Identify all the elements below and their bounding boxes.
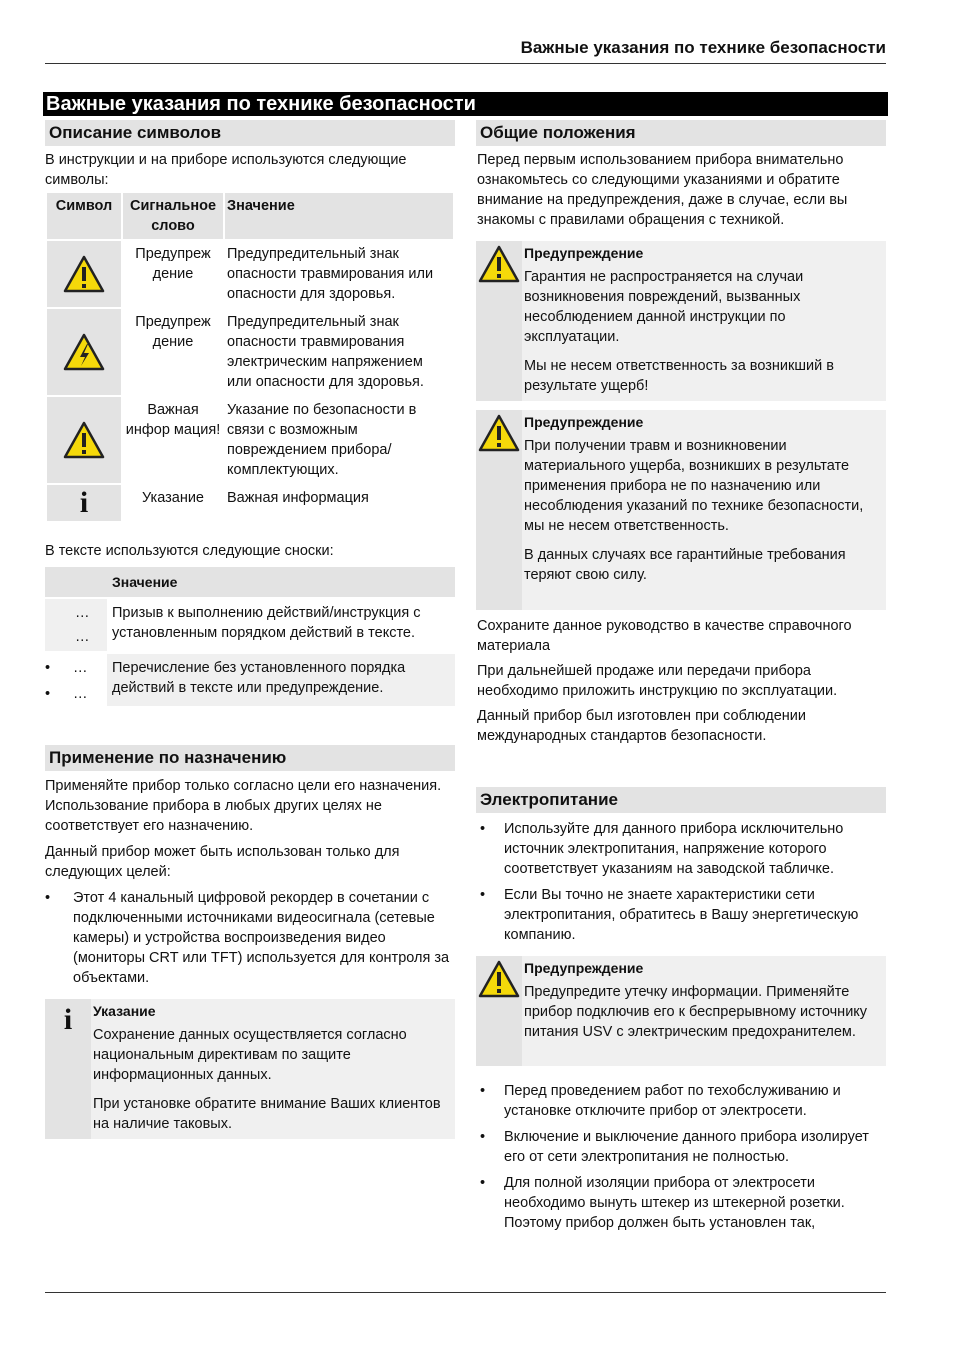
list-item: • Если Вы точно не знаете характеристики сети электропитания, обратитесь в Вашу энергетическую компанию.: [480, 887, 859, 943]
signal-word: Важная инфор мация!: [125, 402, 221, 438]
warning-box: [476, 410, 886, 610]
note-paragraph: Сохранение данных осуществляется согласно национальным директивам по защите информационных данных.: [93, 1027, 407, 1083]
info-icon: i: [47, 485, 121, 521]
ellipsis-mark: …: [73, 686, 88, 702]
ellipsis-mark: …: [75, 629, 90, 645]
warning-triangle-icon: [47, 241, 121, 307]
warning-paragraph: Предупредите утечку информации. Применяйте прибор подключив его к беспрерывному источнику питания USV с электрическим предохранителем.: [524, 984, 868, 1040]
running-header: Важные указания по технике безопасности: [520, 38, 886, 57]
general-intro: Перед первым использованием прибора внимательно ознакомьтесь со следующими указаниями и обратите внимание на предупреждения, даже в случае, если вы знакомы с правилами обращения с техникой.: [477, 152, 848, 228]
col-symbol-header: Символ: [47, 193, 121, 239]
purpose-bullet: • Этот 4 канальный цифровой рекордер в сочетании с подключенными источниками видеосигнала (сетевые камеры) и устройства воспроизведения видео (мониторы CRT или TFT) используется для контроля за объектами.: [45, 890, 450, 986]
table-row: [47, 241, 453, 307]
purpose-heading: Применение по назначению: [45, 745, 455, 771]
bullet-mark: •: [45, 660, 51, 676]
footnote-meaning: Перечисление без установленного порядка действий в тексте или предупреждение.: [112, 660, 406, 696]
note-box: [45, 999, 455, 1139]
footer-rule: [45, 1292, 886, 1293]
meaning: Указание по безопасности в связи с возможным повреждением прибора/ комплектующих.: [227, 402, 417, 478]
note-paragraph: При установке обратите внимание Ваших клиентов на наличие таковых.: [93, 1096, 441, 1132]
power-list-top: [476, 819, 886, 951]
signal-word: Предупреж дение: [135, 314, 211, 350]
list-item: • Для полной изоляции прибора от электросети необходимо вынуть штекер из штекерной розетки. Поэтому прибор должен быть установлен так,: [480, 1175, 845, 1231]
info-icon: i: [63, 1003, 73, 1036]
power-heading: Электропитание: [476, 787, 886, 813]
list-item: • Используйте для данного прибора исключительно источник электропитания, напряжение которого соответствует указаниям на заводской табличке.: [480, 821, 844, 877]
symbols-intro: В инструкции и на приборе используются следующие символы:: [45, 152, 407, 188]
meaning: Предупредительный знак опасности травмирования или опасности для здоровья.: [227, 246, 434, 302]
col-signal-header: Сигнальное слово: [123, 193, 223, 239]
warning-box: [476, 956, 886, 1066]
col-meaning-header: Значение: [225, 193, 453, 239]
electric-warning-triangle-icon: [47, 309, 121, 395]
warning-paragraph: При получении травм и возникновении материального ущерба, возникших в результате применения прибора не по назначению или несоблюдения указаний по технике безопасности, мы не несем ответственность.: [524, 438, 864, 534]
warning-triangle-icon: [477, 959, 521, 999]
footnote-meaning: Призыв к выполнению действий/инструкция с установленным порядком действий в тексте.: [112, 605, 421, 641]
main-title: Важные указания по технике безопасности: [43, 92, 888, 116]
general-paragraph: Данный прибор был изготовлен при соблюдении международных стандартов безопасности.: [477, 708, 807, 744]
warning-title: Предупреждение: [524, 414, 644, 430]
list-item: • Перед проведением работ по техобслуживанию и установке отключите прибор от электросети.: [480, 1083, 841, 1119]
warning-triangle-icon: [47, 397, 121, 483]
warning-triangle-icon: [477, 413, 521, 453]
footnotes-intro: В тексте используются следующие сноски:: [45, 543, 334, 559]
general-heading: Общие положения: [476, 120, 886, 146]
purpose-paragraph: Применяйте прибор только согласно цели его назначения. Использование прибора в любых других целях не соответствует его назначению.: [45, 778, 442, 834]
header-rule: [45, 63, 886, 64]
signal-word: Указание: [141, 490, 204, 506]
ellipsis-mark: …: [75, 605, 90, 621]
bullet-mark: •: [45, 686, 51, 702]
warning-title: Предупреждение: [524, 245, 644, 261]
footnotes-header: Значение: [45, 567, 455, 597]
signal-word: Предупреж дение: [135, 246, 211, 282]
purpose-paragraph: Данный прибор может быть использован только для следующих целей:: [45, 844, 400, 880]
warning-triangle-icon: [477, 244, 521, 284]
warning-title: Предупреждение: [524, 960, 644, 976]
general-paragraph: При дальнейшей продаже или передачи прибора необходимо приложить инструкцию по эксплуатации.: [477, 663, 838, 699]
meaning: Предупредительный знак опасности травмирования электрическим напряжением или опасности для здоровья.: [227, 314, 424, 390]
bullet-mark: •: [45, 890, 51, 906]
power-list-bottom: [476, 1081, 886, 1239]
warning-paragraph: В данных случаях все гарантийные требования теряют свою силу.: [524, 547, 846, 583]
table-row: [47, 309, 453, 395]
symbols-table: [45, 191, 455, 523]
symbols-heading: Описание символов: [45, 120, 455, 146]
table-row: [47, 485, 453, 521]
ellipsis-mark: …: [73, 660, 88, 676]
footnote-row-list: [45, 654, 455, 706]
table-row: [47, 397, 453, 483]
general-paragraph: Сохраните данное руководство в качестве справочного материала: [477, 618, 852, 654]
warning-paragraph: Мы не несем ответственность за возникший в результате ущерб!: [524, 358, 834, 394]
note-title: Указание: [93, 1003, 156, 1019]
list-item: • Включение и выключение данного прибора изолирует его от сети электропитания не полностью.: [480, 1129, 869, 1165]
footnote-row-steps: [45, 599, 455, 651]
warning-box: [476, 241, 886, 401]
meaning: Важная информация: [227, 490, 369, 506]
warning-paragraph: Гарантия не распространяется на случаи возникновения повреждений, вызванных несоблюдением данной инструкции по эксплуатации.: [524, 269, 804, 345]
